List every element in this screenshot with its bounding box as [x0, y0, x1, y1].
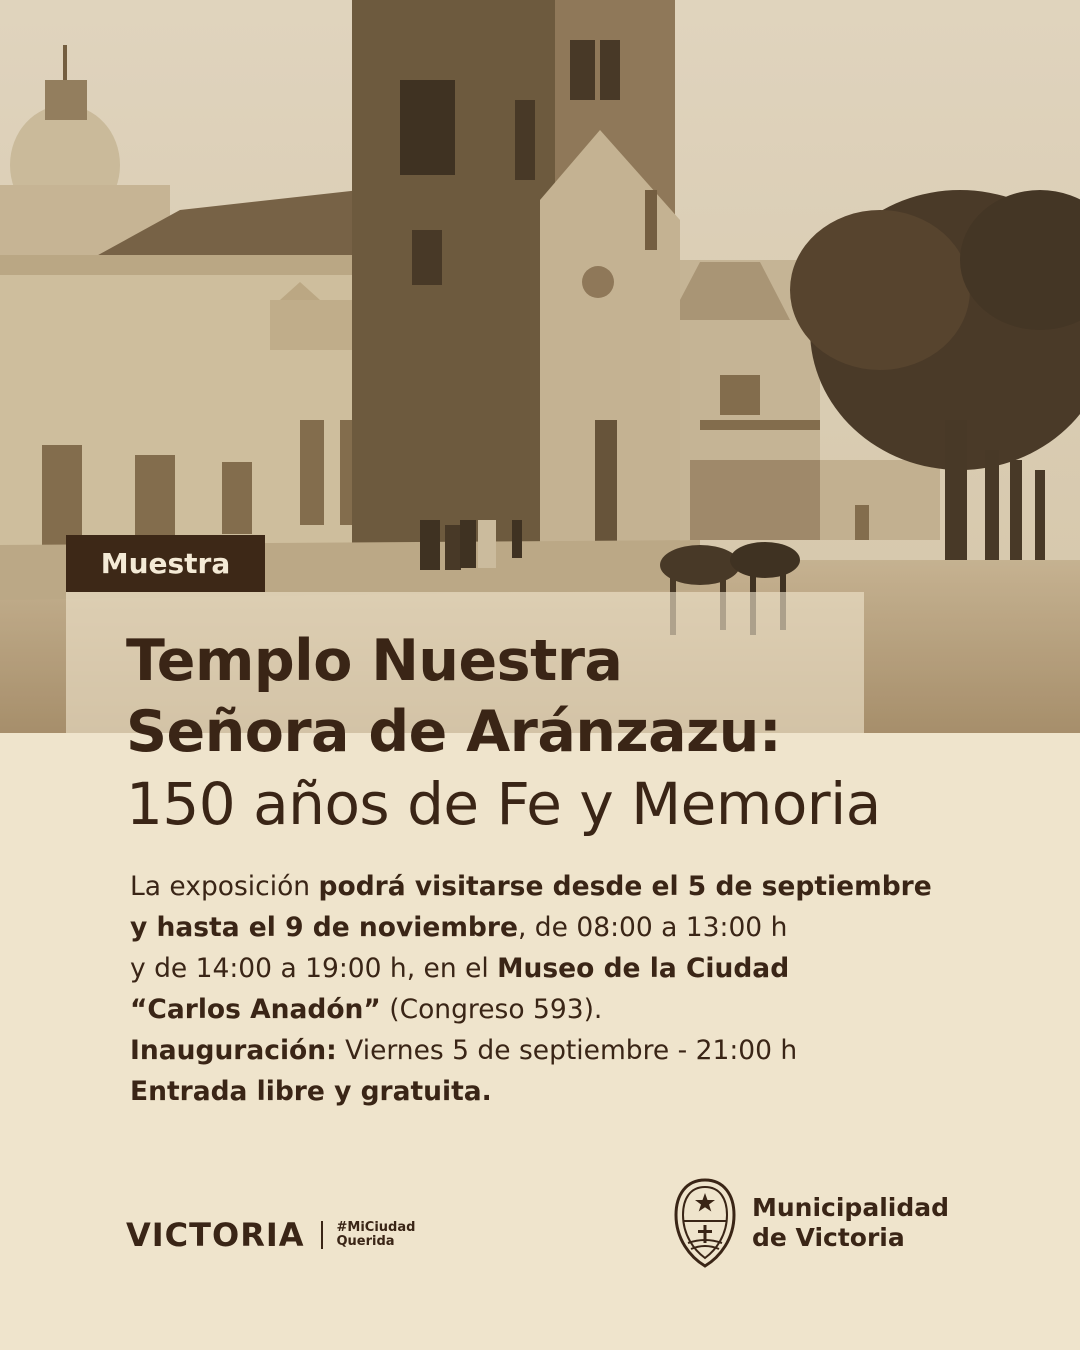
description-line: “Carlos Anadón” (Congreso 593). [130, 994, 603, 1025]
title-line-1: Templo Nuestra [126, 628, 623, 694]
description-line: La exposición podrá visitarse desde el 5 de septiembre [130, 871, 932, 902]
inauguration-line: Inauguración: Viernes 5 de septiembre - 21:00 h [130, 1035, 798, 1066]
description-line: y de 14:00 a 19:00 h, en el Museo de la Ciudad [130, 953, 790, 984]
municipality-logo [672, 1177, 949, 1269]
event-subtitle: 150 años de Fe y Memoria [126, 770, 881, 838]
event-description [130, 866, 1030, 1112]
victoria-logo [126, 1216, 415, 1254]
free-entry-line: Entrada libre y gratuita. [130, 1076, 492, 1107]
title-line-2: Señora de Aránzazu: [126, 699, 782, 765]
category-tag: Muestra [66, 535, 265, 592]
city-tagline: #MiCiudad Querida [336, 1220, 416, 1249]
municipality-name: Municipalidad de Victoria [752, 1193, 949, 1252]
description-line: y hasta el 9 de noviembre, de 08:00 a 13:00 h [130, 912, 788, 943]
logo-divider [321, 1221, 323, 1249]
victoria-wordmark: VICTORIA [126, 1216, 305, 1254]
municipal-seal-icon [672, 1177, 738, 1269]
event-title [126, 626, 781, 768]
